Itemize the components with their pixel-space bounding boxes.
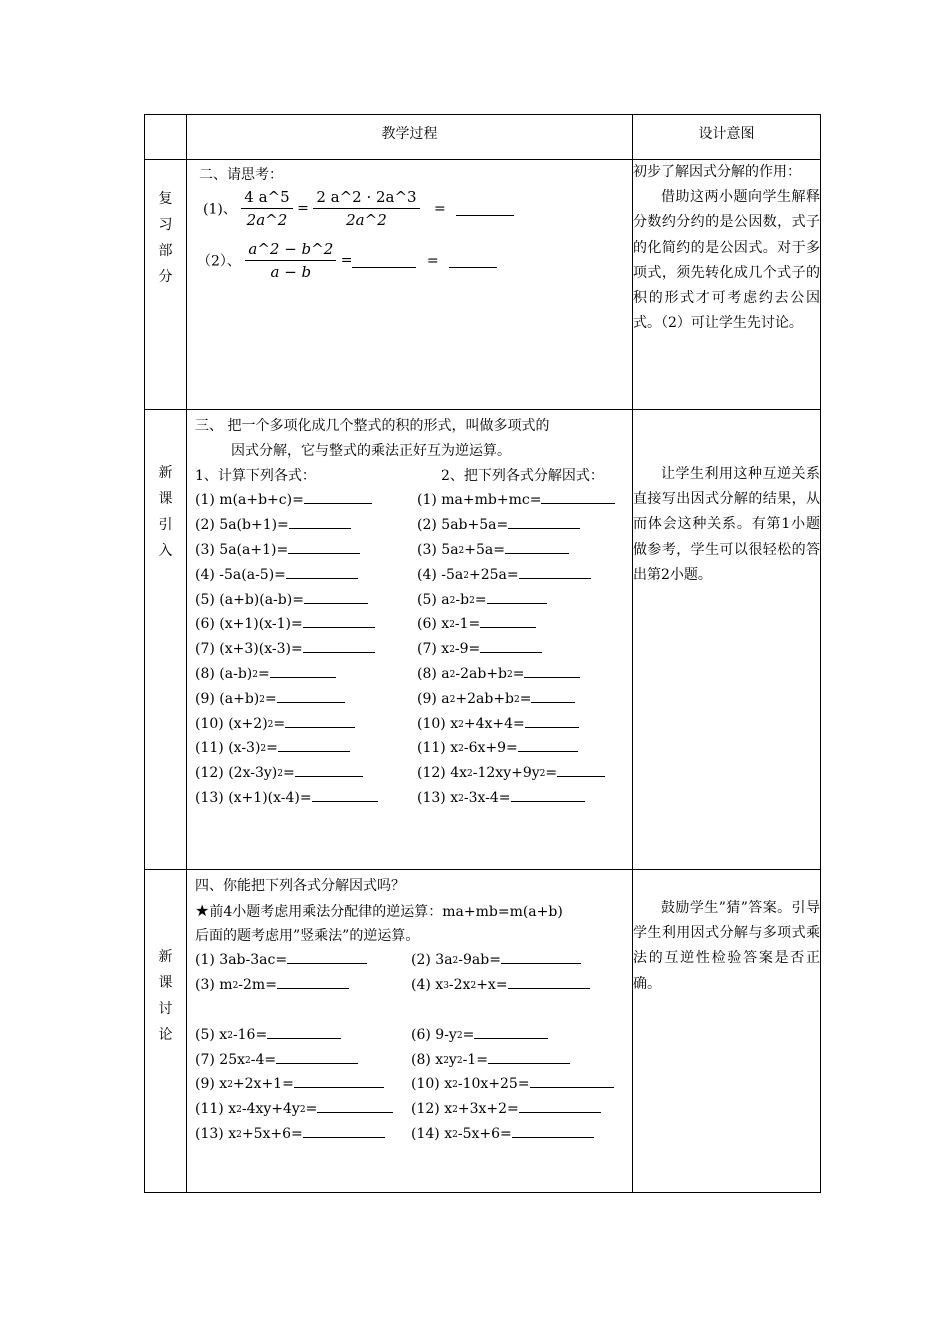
factor-title: 2、把下列各式分解因式： xyxy=(441,467,604,484)
exercise-row xyxy=(195,1072,632,1097)
exercise-text: (13) (x+1)(x-4)= xyxy=(195,789,312,806)
exercise-row xyxy=(195,538,632,563)
exercise-row xyxy=(195,973,632,998)
exercise-text: (6) 9-y2= xyxy=(411,1026,475,1043)
header-blank-cell xyxy=(145,115,187,160)
intro-titles xyxy=(195,464,632,489)
review-note-cell xyxy=(633,160,821,410)
discussion-label-cell xyxy=(145,870,187,1193)
exercise-left xyxy=(195,687,345,714)
exercise-text: (6) x2-1= xyxy=(417,616,481,633)
exercise-text: (10) x2-10x+25= xyxy=(411,1076,530,1093)
exercise-right xyxy=(417,761,605,788)
review-title: 二、请思考： xyxy=(199,167,283,183)
review-row xyxy=(145,160,821,410)
review-note-1: 初步了解因式分解的作用： xyxy=(633,164,801,180)
discussion-hint-2-row xyxy=(195,924,632,949)
exercise-left xyxy=(195,1072,384,1099)
q1-prefix: (1)、 xyxy=(203,201,237,218)
q2-answer-blank-1[interactable] xyxy=(352,253,416,268)
answer-blank[interactable] xyxy=(474,1024,548,1039)
answer-blank[interactable] xyxy=(278,737,350,752)
intro-note-cell xyxy=(633,410,821,870)
exercise-text: (12) (2x-3y)2= xyxy=(195,765,295,782)
header-process: 教学过程 xyxy=(381,126,438,142)
exercise-row xyxy=(195,588,632,613)
discussion-spacer xyxy=(195,998,632,1023)
exercise-text: (11) x2-4xy+4y2= xyxy=(195,1101,318,1118)
exercise-left xyxy=(195,1122,385,1149)
q1-den2: 2a^2 xyxy=(346,211,387,229)
exercise-text: (12) x2+3x+2= xyxy=(411,1101,519,1118)
answer-blank[interactable] xyxy=(277,974,349,989)
exercise-text: (9) (a+b)2= xyxy=(195,690,277,707)
exercise-right xyxy=(411,1072,614,1099)
exercise-text: (7) 25x2-4= xyxy=(195,1051,277,1068)
exercise-row xyxy=(195,612,632,637)
answer-blank[interactable] xyxy=(480,638,542,653)
exercise-text: (9) x2+2x+1= xyxy=(195,1076,294,1093)
exercise-text: (8) (a-b)2= xyxy=(195,665,270,682)
q1-fraction-1 xyxy=(241,186,292,231)
answer-blank[interactable] xyxy=(541,489,615,504)
q1-den1: 2a^2 xyxy=(246,211,288,229)
exercise-text: (1) m(a+b+c)= xyxy=(195,492,304,509)
answer-blank[interactable] xyxy=(303,613,375,628)
exercise-row xyxy=(195,687,632,712)
intro-row xyxy=(145,410,821,870)
q1-eq2: = xyxy=(434,200,446,217)
intro-exercise-list xyxy=(195,488,632,810)
exercise-right xyxy=(417,612,536,639)
star-icon: ★ xyxy=(195,900,210,920)
q2-eq: = xyxy=(340,252,353,269)
answer-blank[interactable] xyxy=(295,762,363,777)
exercise-right xyxy=(417,687,575,714)
q2-answer-blank-2[interactable] xyxy=(449,253,497,268)
exercise-text: (7) (x+3)(x-3)= xyxy=(195,641,303,658)
intro-text-2: 因式分解，它与整式的乘法正好互为逆运算。 xyxy=(231,442,511,459)
answer-blank[interactable] xyxy=(303,1123,385,1138)
answer-blank[interactable] xyxy=(289,514,351,529)
intro-line-2 xyxy=(195,439,632,464)
exercise-row xyxy=(195,1048,632,1073)
exercise-left xyxy=(195,538,360,563)
answer-blank[interactable] xyxy=(557,762,605,777)
exercise-left xyxy=(195,662,336,689)
q1-eq: = xyxy=(297,200,309,217)
exercise-left xyxy=(195,563,358,588)
header-intent-cell xyxy=(633,115,821,160)
intro-lines xyxy=(187,410,632,811)
exercise-left xyxy=(195,1023,341,1050)
compute-title: 1、计算下列各式： xyxy=(195,467,316,484)
exercise-left xyxy=(195,637,375,662)
review-q2 xyxy=(187,238,632,290)
exercise-text: (1) ma+mb+mc= xyxy=(417,492,542,509)
answer-blank[interactable] xyxy=(487,589,547,604)
exercise-text: (2) 5a(b+1)= xyxy=(195,517,289,534)
discussion-label: 新课讨论 xyxy=(158,949,173,1043)
exercise-text: (5) (a+b)(a-b)= xyxy=(195,591,304,608)
exercise-left xyxy=(195,761,363,788)
q1-answer-blank[interactable] xyxy=(456,201,514,216)
exercise-row xyxy=(195,563,632,588)
answer-blank[interactable] xyxy=(277,688,345,703)
exercise-text: (11) (x-3)2= xyxy=(195,740,278,757)
exercise-row xyxy=(195,761,632,786)
intro-text-1: 三、 把一个多项化成几个整式的积的形式，叫做多项式的 xyxy=(195,418,550,434)
discussion-hint-1-row xyxy=(195,899,632,924)
exercise-right xyxy=(417,538,569,565)
answer-blank[interactable] xyxy=(304,489,372,504)
answer-blank[interactable] xyxy=(505,539,569,554)
exercise-text: (6) (x+1)(x-1)= xyxy=(195,616,303,633)
exercise-text: (3) m2-2m= xyxy=(195,977,277,994)
exercise-left xyxy=(195,1048,358,1075)
discussion-note: 鼓励学生”猜”答案。引导学生利用因式分解与多项式乘法的互逆性检验答案是否正确。 xyxy=(633,900,820,992)
exercise-left xyxy=(195,1097,393,1124)
answer-blank[interactable] xyxy=(519,564,591,579)
exercise-right xyxy=(417,563,591,590)
exercise-text: (5) a2-b2= xyxy=(417,591,487,608)
exercise-row xyxy=(195,786,632,811)
exercise-right xyxy=(411,948,581,975)
discussion-content-cell xyxy=(187,870,633,1193)
answer-blank[interactable] xyxy=(524,663,580,678)
header-intent: 设计意图 xyxy=(698,126,755,142)
exercise-text: (4) -5a2+25a= xyxy=(417,566,519,583)
exercise-text: (8) x2y2-1= xyxy=(411,1051,488,1068)
answer-blank[interactable] xyxy=(270,663,336,678)
exercise-text: (2) 5ab+5a= xyxy=(417,517,509,534)
review-content-cell xyxy=(187,160,633,410)
answer-blank[interactable] xyxy=(294,1073,384,1088)
answer-blank[interactable] xyxy=(530,1073,614,1088)
exercise-right xyxy=(417,637,542,664)
answer-blank[interactable] xyxy=(525,713,579,728)
exercise-left xyxy=(195,973,349,1000)
answer-blank[interactable] xyxy=(267,1024,341,1039)
exercise-left xyxy=(195,513,351,538)
answer-blank[interactable] xyxy=(287,949,367,964)
answer-blank[interactable] xyxy=(276,1049,358,1064)
header-process-cell xyxy=(187,115,633,160)
lesson-plan-table xyxy=(144,114,821,1193)
exercise-right xyxy=(411,1097,601,1124)
answer-blank[interactable] xyxy=(501,949,581,964)
discussion-exercise-list-b xyxy=(195,1023,632,1147)
intro-note: 让学生利用这种互逆关系直接写出因式分解的结果，从而体会这种关系。有第1小题做参考，学生可以很轻松的答出第2小题。 xyxy=(633,466,820,583)
exercise-text: (4) -5a(a-5)= xyxy=(195,566,286,583)
exercise-text: (2) 3a2-9ab= xyxy=(411,952,501,969)
exercise-row xyxy=(195,712,632,737)
exercise-text: (14) x2-5x+6= xyxy=(411,1125,512,1142)
q2-eq2: = xyxy=(426,252,439,269)
exercise-row xyxy=(195,662,632,687)
q2-num: a^2 − b^2 xyxy=(245,238,336,261)
exercise-row xyxy=(195,513,632,538)
review-note-2: 借助这两小题向学生解释分数约分约的是公因数，式子的化简约的是公因式。对于多项式，须先转化成几个式子的积的形式才可考虑约去公因式。（2）可让学生先讨论。 xyxy=(633,189,820,332)
exercise-right xyxy=(411,1048,570,1075)
review-q1 xyxy=(187,186,632,238)
exercise-left xyxy=(195,948,367,973)
exercise-text: (9) a2+2ab+b2= xyxy=(417,690,532,707)
review-label: 复习部分 xyxy=(158,191,173,285)
q1-num2: 2 a^2 · 2a^3 xyxy=(313,186,419,209)
exercise-right xyxy=(417,736,578,763)
exercise-text: (13) x2+5x+6= xyxy=(195,1125,303,1142)
exercise-row xyxy=(195,948,632,973)
exercise-right xyxy=(417,513,580,538)
answer-blank[interactable] xyxy=(288,539,360,554)
exercise-left xyxy=(195,712,355,739)
exercise-left xyxy=(195,488,372,513)
exercise-left xyxy=(195,786,378,811)
exercise-text: (13) x2-3x-4= xyxy=(417,789,511,806)
q1-fraction-2 xyxy=(313,186,419,231)
intro-content-cell xyxy=(187,410,633,870)
answer-blank[interactable] xyxy=(511,787,585,802)
exercise-left xyxy=(195,736,350,763)
answer-blank[interactable] xyxy=(508,974,590,989)
intro-line-1 xyxy=(195,414,632,439)
answer-blank[interactable] xyxy=(531,688,575,703)
answer-blank[interactable] xyxy=(303,638,375,653)
exercise-text: (10) x2+4x+4= xyxy=(417,715,525,732)
exercise-right xyxy=(417,488,615,513)
discussion-exercise-list-a xyxy=(195,948,632,998)
exercise-text: (8) a2-2ab+b2= xyxy=(417,665,525,682)
answer-blank[interactable] xyxy=(312,787,378,802)
discussion-hint-2: 后面的题考虑用”竖乘法”的逆运算。 xyxy=(195,927,420,944)
exercise-text: (5) x2-16= xyxy=(195,1026,268,1043)
exercise-right xyxy=(411,1023,548,1050)
exercise-text: (12) 4x2-12xy+9y2= xyxy=(417,765,558,782)
exercise-row xyxy=(195,1122,632,1147)
exercise-right xyxy=(417,712,579,739)
exercise-row xyxy=(195,488,632,513)
q2-prefix: （2）、 xyxy=(197,253,241,270)
exercise-right xyxy=(417,662,580,689)
exercise-left xyxy=(195,612,375,637)
exercise-right xyxy=(417,786,585,813)
discussion-hint-1: 前4小题考虑用乘法分配律的逆运算：ma+mb=m(a+b) xyxy=(209,903,563,920)
discussion-title: 四、你能把下列各式分解因式吗？ xyxy=(195,878,405,894)
exercise-text: (11) x2-6x+9= xyxy=(417,740,518,757)
exercise-text: (1) 3ab-3ac= xyxy=(195,952,288,969)
answer-blank[interactable] xyxy=(512,1123,594,1138)
answer-blank[interactable] xyxy=(304,589,368,604)
discussion-row xyxy=(145,870,821,1193)
discussion-lines xyxy=(187,870,632,1147)
q1-num1: 4 a^5 xyxy=(241,186,292,209)
answer-blank[interactable] xyxy=(508,514,580,529)
exercise-row xyxy=(195,637,632,662)
exercise-text: (7) x2-9= xyxy=(417,641,481,658)
exercise-row xyxy=(195,736,632,761)
exercise-row xyxy=(195,1097,632,1122)
answer-blank[interactable] xyxy=(519,1098,601,1113)
answer-blank[interactable] xyxy=(286,564,358,579)
exercise-left xyxy=(195,588,368,613)
exercise-right xyxy=(411,1122,594,1149)
answer-blank[interactable] xyxy=(317,1098,393,1113)
exercise-right xyxy=(417,588,547,615)
review-label-cell xyxy=(145,160,187,410)
answer-blank[interactable] xyxy=(518,737,578,752)
discussion-note-cell xyxy=(633,870,821,1193)
q2-den: a − b xyxy=(270,263,312,281)
exercise-right xyxy=(411,973,590,1000)
exercise-row xyxy=(195,1023,632,1048)
discussion-title-row xyxy=(195,874,632,899)
answer-blank[interactable] xyxy=(480,613,536,628)
exercise-text: (4) x3-2x2+x= xyxy=(411,977,508,994)
exercise-text: (3) 5a(a+1)= xyxy=(195,541,289,558)
exercise-text: (3) 5a2+5a= xyxy=(417,541,505,558)
exercise-text: (10) (x+2)2= xyxy=(195,715,286,732)
intro-label: 新课引入 xyxy=(158,465,173,559)
answer-blank[interactable] xyxy=(285,713,355,728)
header-row xyxy=(145,115,821,160)
answer-blank[interactable] xyxy=(488,1049,570,1064)
intro-label-cell xyxy=(145,410,187,870)
q2-fraction xyxy=(245,238,336,283)
